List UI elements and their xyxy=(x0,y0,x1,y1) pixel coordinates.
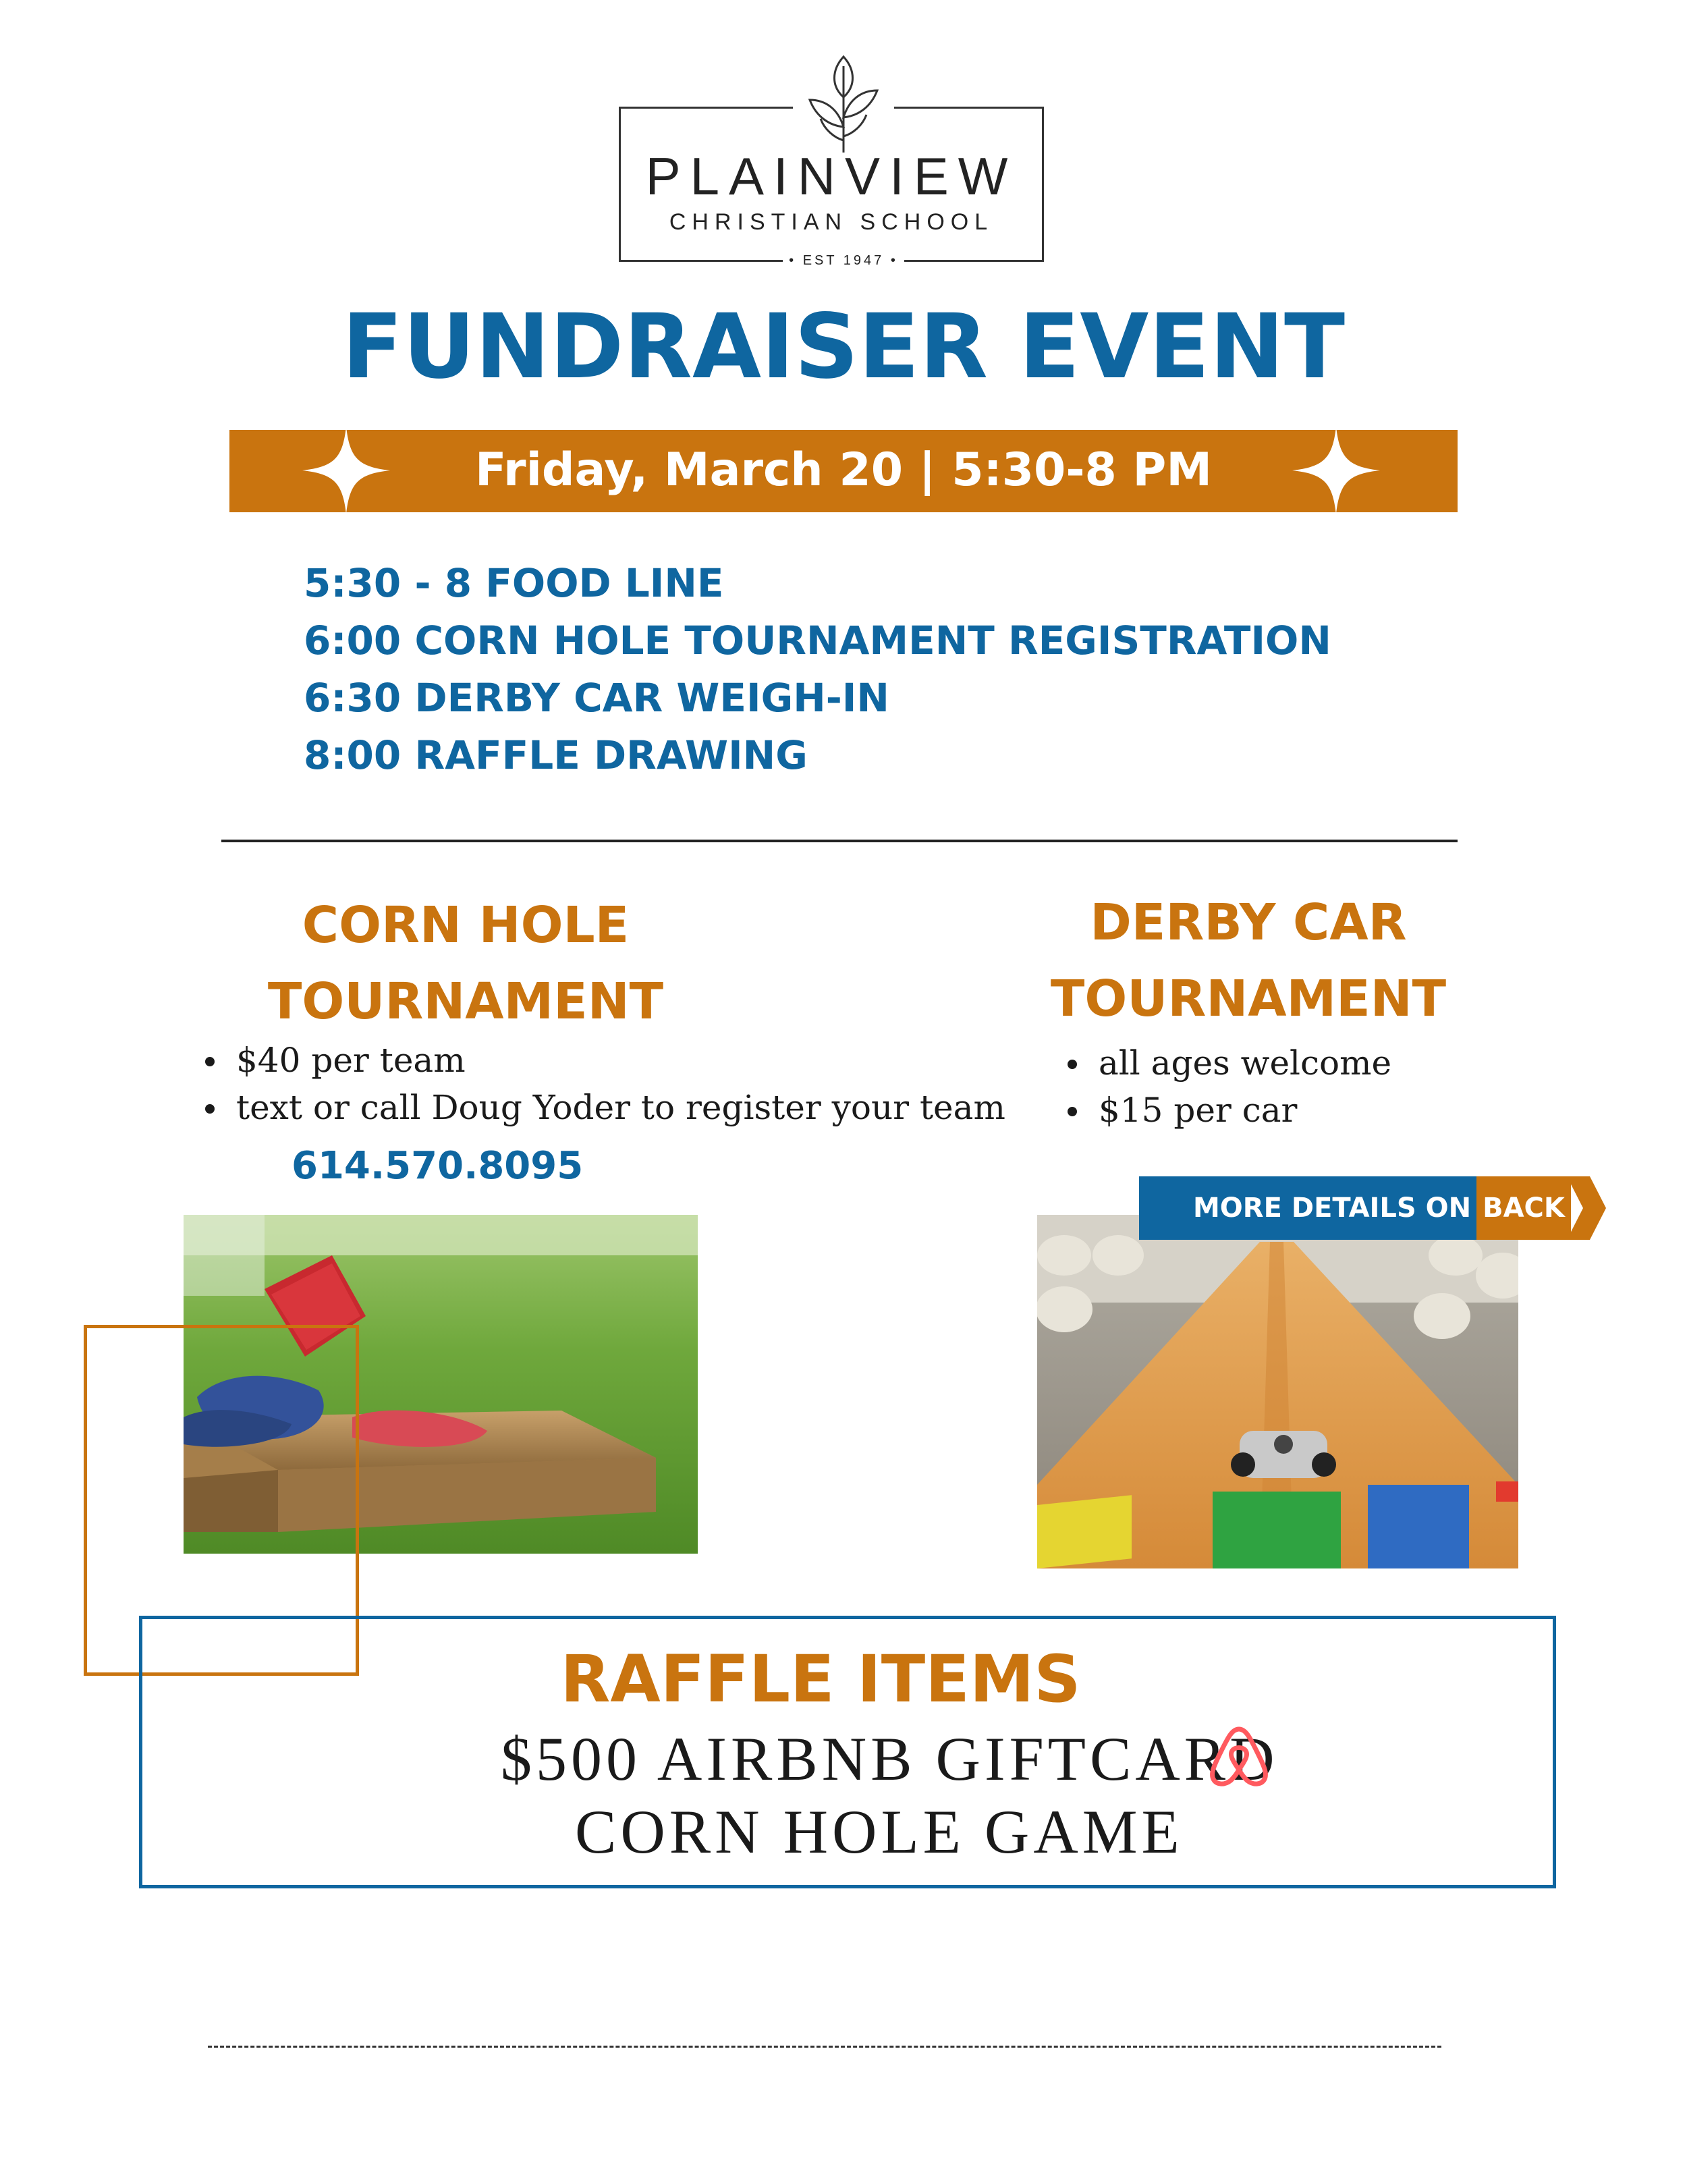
raffle-item: $500 AIRBNB GIFTCARD xyxy=(501,1724,1279,1793)
more-details-label: MORE DETAILS ON xyxy=(1193,1193,1472,1224)
airbnb-logo-icon xyxy=(1205,1722,1273,1790)
derby-heading-line1: DERBY CAR xyxy=(1090,894,1407,952)
list-item: $15 per car xyxy=(1061,1087,1391,1134)
cut-line xyxy=(208,2046,1441,2048)
chevron-right-icon xyxy=(1567,1176,1607,1240)
cornhole-heading-line2: TOURNAMENT xyxy=(267,973,664,1031)
schedule-item: 8:00 RAFFLE DRAWING xyxy=(304,732,808,778)
schedule-item: 6:30 DERBY CAR WEIGH-IN xyxy=(304,675,889,721)
phone-number[interactable]: 614.570.8095 xyxy=(292,1144,584,1188)
school-name: PLAINVIEW xyxy=(645,146,1018,206)
date-time-text: Friday, March 20 | 5:30-8 PM xyxy=(474,443,1213,497)
derby-details xyxy=(1061,1039,1391,1134)
schedule-item: 5:30 - 8 FOOD LINE xyxy=(304,560,724,606)
leaf-sprig-icon xyxy=(796,53,891,154)
cornhole-details xyxy=(198,1037,1005,1131)
established-label: • EST 1947 • xyxy=(789,253,898,268)
derby-track-photo xyxy=(1037,1215,1518,1568)
raffle-item: CORN HOLE GAME xyxy=(575,1797,1184,1866)
back-label: BACK xyxy=(1483,1193,1565,1224)
schedule-item: 6:00 CORN HOLE TOURNAMENT REGISTRATION xyxy=(304,618,1331,663)
school-subtitle: CHRISTIAN SCHOOL xyxy=(669,209,994,235)
list-item: all ages welcome xyxy=(1061,1039,1391,1087)
page-title: FUNDRAISER EVENT xyxy=(341,295,1346,399)
list-item: $40 per team xyxy=(198,1037,1005,1084)
list-item: text or call Doug Yoder to register your team xyxy=(198,1084,1005,1131)
raffle-title: RAFFLE ITEMS xyxy=(560,1641,1081,1717)
derby-heading-line2: TOURNAMENT xyxy=(1050,970,1447,1028)
section-divider xyxy=(221,840,1458,842)
cornhole-heading-line1: CORN HOLE xyxy=(302,896,630,954)
